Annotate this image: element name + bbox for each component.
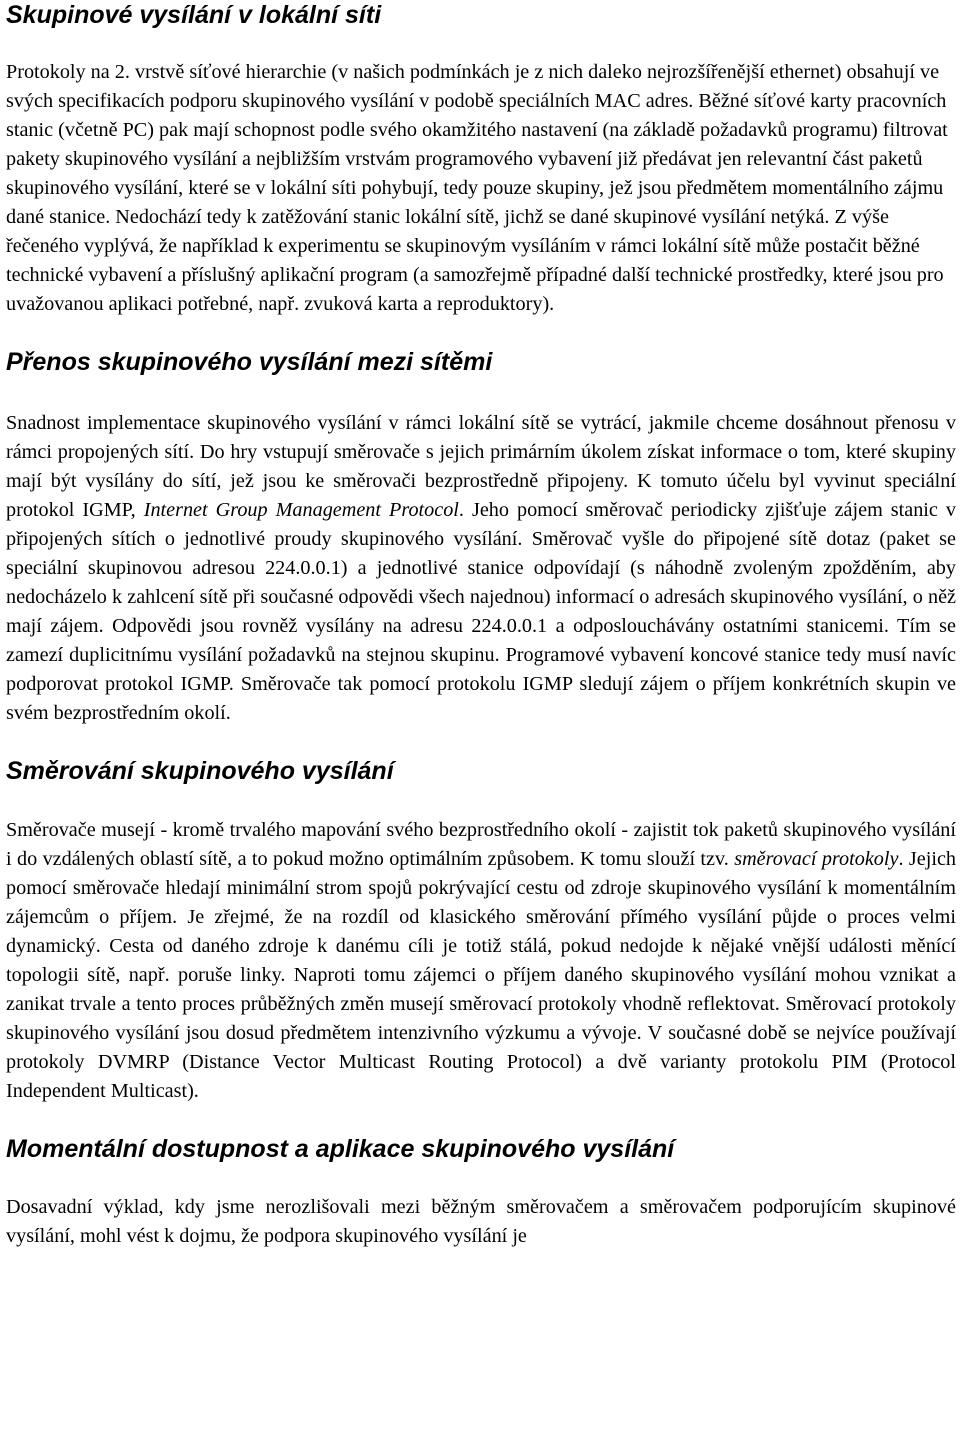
paragraph-local-multicast: Protokoly na 2. vrstvě síťové hierarchie (v našich podmínkách je z nich daleko nejrozšířenější ethernet) obsahují ve svých specifikacích podporu skupinového vysílání v podobě speciálních MAC adres. Běžné síťové karty pracovních stanic (včetně PC) pak mají schopnost podle svého okamžitého nastavení (na základě požadavků programu) filtrovat pakety skupinového vysílání a nejbližším vrstvám programového vybavení již předávat jen relevantní část paketů skupinového vysílání, které se v lokální síti pohybují, tedy pouze skupiny, jež jsou předmětem momentálního zájmu dané stanice. Nedochází tedy k zatěžování stanic lokální sítě, jichž se dané skupinové vysílání netýká. Z výše řečeného vyplývá, že například k experimentu se skupinovým vysíláním v rámci lokální sítě může postačit běžné technické vybavení a příslušný aplikační program (a samozřejmě případné další technické prostředky, které jsou pro uvažovanou aplikaci potřebné, např. zvuková karta a reproduktory). bbox=[6, 61, 948, 315]
paragraph-text-part: . Jeho pomocí směrovač periodicky zjišťuje zájem stanic v připojených sítích o jednotlivé proudy skupinového vysílání. Směrovač vyšle do připojené sítě dotaz (paket se speciální skupinovou adresou 224.0.0.1) a jednotlivé stanice odpovídají (s náhodně zvoleným zpožděním, aby nedocházelo k zahlcení sítě při současné odpovědi všech najednou) informací o adresách skupinového vysílání, o něž mají zájem. Odpovědi jsou rovněž vysílány na adresu 224.0.0.1 a odposlouchávány ostatními stanicemi. Tím se zamezí duplicitnímu vysílání požadavků na stejnou skupinu. Programové vybavení koncové stanice tedy musí navíc podporovat protokol IGMP. Směrovače tak pomocí protokolu IGMP sledují zájem o příjem konkrétních skupin ve svém bezprostředním okolí. bbox=[6, 499, 956, 724]
paragraph-text-part: Směrovače musejí - kromě trvalého mapování svého bezprostředního okolí - zajistit tok paketů skupinového vysílání i do vzdálených oblastí sítě, a to pokud možno optimálním způsobem. K tomu slouží tzv. bbox=[6, 819, 956, 870]
emphasized-term: Internet Group Management Protocol bbox=[143, 499, 459, 521]
section-heading-availability: Momentální dostupnost a aplikace skupinového vysílání bbox=[6, 1135, 675, 1163]
paragraph-inter-network-transfer bbox=[6, 409, 956, 728]
section-heading-multicast-routing: Směrování skupinového vysílání bbox=[6, 757, 394, 785]
paragraph-availability: Dosavadní výklad, kdy jsme nerozlišovali mezi běžným směrovačem a směrovačem podporujícím skupinové vysílání, mohl vést k dojmu, že podpora skupinového vysílání je bbox=[6, 1196, 956, 1247]
emphasized-term: směrovací protokoly bbox=[734, 848, 899, 870]
section-heading-inter-network-transfer: Přenos skupinového vysílání mezi sítěmi bbox=[6, 348, 493, 376]
section-heading-local-multicast: Skupinové vysílání v lokální síti bbox=[6, 1, 382, 29]
paragraph-multicast-routing bbox=[6, 816, 956, 1106]
paragraph-text-part: . Jejich pomocí směrovače hledají minimální strom spojů pokrývající cestu od zdroje skupinového vysílání k momentálním zájemcům o příjem. Je zřejmé, že na rozdíl od klasického směrování přímého vysílání půjde o proces velmi dynamický. Cesta od daného zdroje k danému cíli je totiž stálá, pokud nedojde k nějaké vnější události měnící topologii sítě, např. poruše linky. Naproti tomu zájemci o příjem daného skupinového vysílání mohou vznikat a zanikat trvale a tento proces průběžných změn musejí směrovací protokoly vhodně reflektovat. Směrovací protokoly skupinového vysílání jsou dosud předmětem intenzivního výzkumu a vývoje. V současné době se nejvíce používají protokoly DVMRP (Distance Vector Multicast Routing Protocol) a dvě varianty protokolu PIM (Protocol Independent Multicast). bbox=[6, 848, 956, 1102]
paragraph-text-part: Snadnost implementace skupinového vysílání v rámci lokální sítě se vytrácí, jakmile chceme dosáhnout přenosu v rámci propojených sítí. Do hry vstupují směrovače s jejich primárním úkolem získat informace o tom, které skupiny mají být vysílány do sítí, jež jsou ke směrovači bezprostředně připojeny. K tomuto účelu byl vyvinut speciální protokol IGMP, bbox=[6, 412, 956, 521]
document-page bbox=[6, 0, 956, 1251]
